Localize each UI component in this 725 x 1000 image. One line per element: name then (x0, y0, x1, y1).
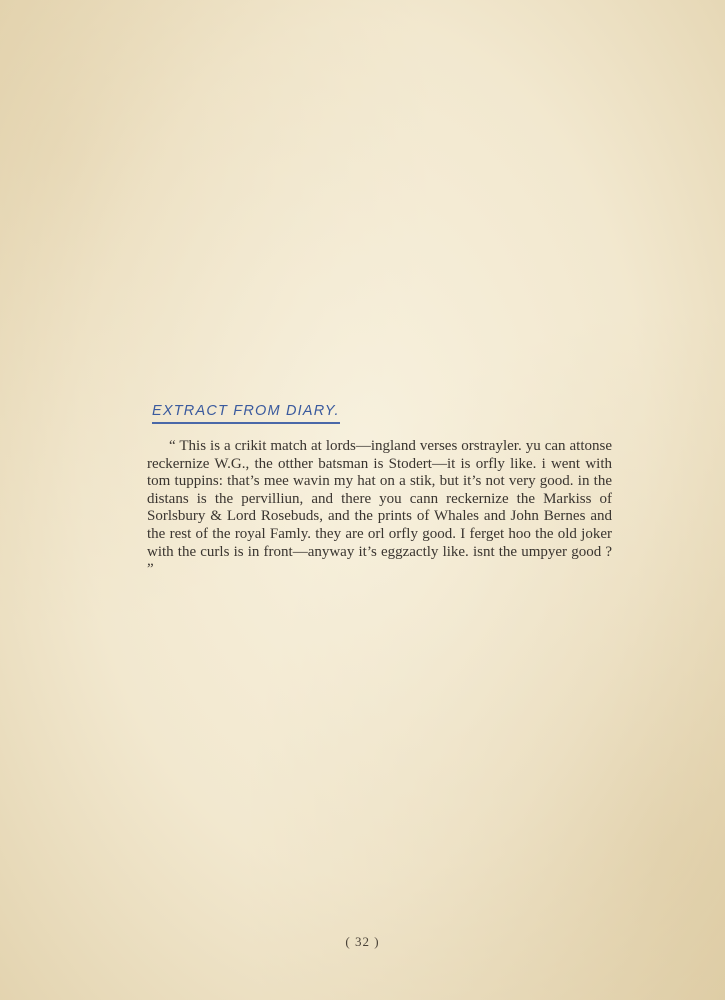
page-number: ( 32 ) (345, 934, 380, 949)
section-heading: EXTRACT FROM DIARY. (152, 403, 340, 424)
diary-paragraph: “ This is a crikit match at lords—ingland verses orstrayler. yu can attonse reckernize W.G., the otther batsman is Stodert—it is orfly like. i went with tom tuppins: that’s mee wavin my hat on a stik, but it’s not very good. in the distans is the pervilliun, and there you cann reckernize the Markiss of Sorlsbury & Lord Rosebuds, and the prints of Whales and John Bernes and the rest of the royal Famly. they are orl orfly good. I ferget hoo the old joker with the curls is in front—anyway it’s eggzactly like. isnt the umpyer good ? ” (147, 438, 612, 578)
